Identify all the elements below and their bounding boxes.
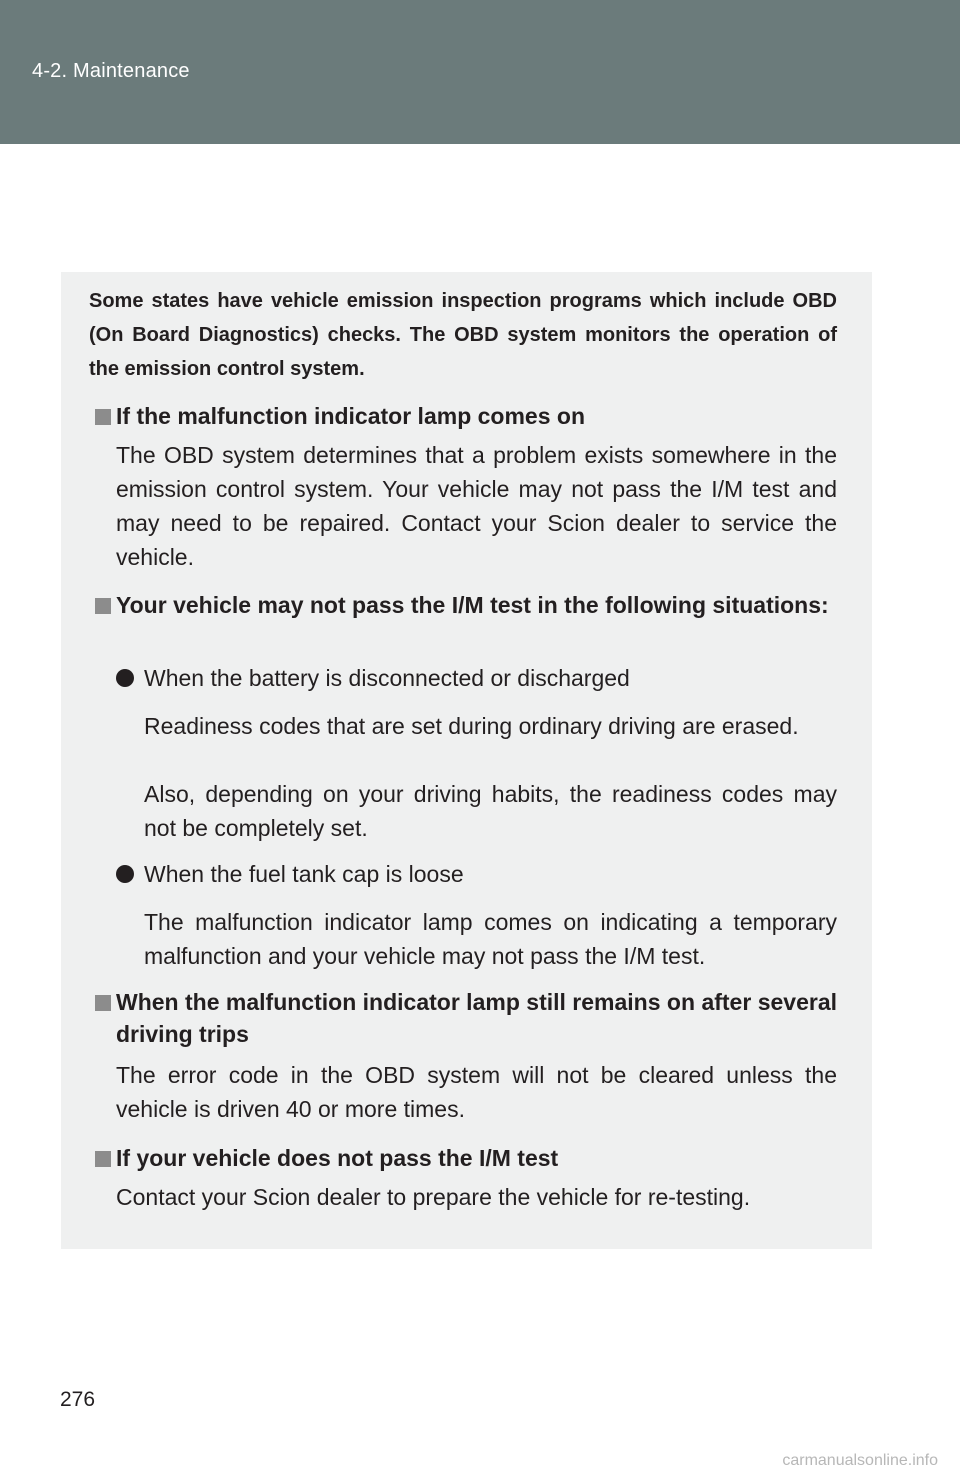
square-bullet-icon [95,598,111,614]
section-body: The OBD system determines that a problem exists somewhere in the emission control system. Your vehicle may not pass the I/M test and may need to be repaired. Contact your Scion dealer to service the vehicle. [116,442,837,570]
section-heading: Your vehicle may not pass the I/M test in the following situations: [116,592,829,618]
watermark: carmanualsonline.info [782,1452,938,1469]
section-heading: If the malfunction indicator lamp comes on [116,403,585,429]
bullet-text: Readiness codes that are set during ordinary driving are erased. [144,713,799,739]
circle-bullet-icon [116,865,134,883]
square-bullet-icon [95,409,111,425]
bullet-text: Also, depending on your driving habits, the readiness codes may not be completely set. [144,781,837,841]
page-number: 276 [60,1388,96,1411]
section-body: Contact your Scion dealer to prepare the vehicle for re-testing. [116,1184,751,1210]
square-bullet-icon [95,1151,111,1167]
intro-text: Some states have vehicle emission inspection programs which include OBD (On Board Diagnostics) checks. The OBD system monitors the operation of the emission control system. [89,290,837,380]
square-bullet-icon [95,995,111,1011]
bullet-title: When the fuel tank cap is loose [144,861,464,887]
section-label: 4-2. Maintenance [32,60,190,82]
page-header [0,0,960,144]
section-heading: When the malfunction indicator lamp still remains on after several driving trips [116,989,837,1047]
circle-bullet-icon [116,669,134,687]
bullet-title: When the battery is disconnected or discharged [144,665,630,691]
section-body: The error code in the OBD system will not be cleared unless the vehicle is driven 40 or more times. [116,1062,837,1122]
bullet-text: The malfunction indicator lamp comes on indicating a temporary malfunction and your vehicle may not pass the I/M test. [144,909,837,969]
section-heading: If your vehicle does not pass the I/M test [116,1145,559,1171]
